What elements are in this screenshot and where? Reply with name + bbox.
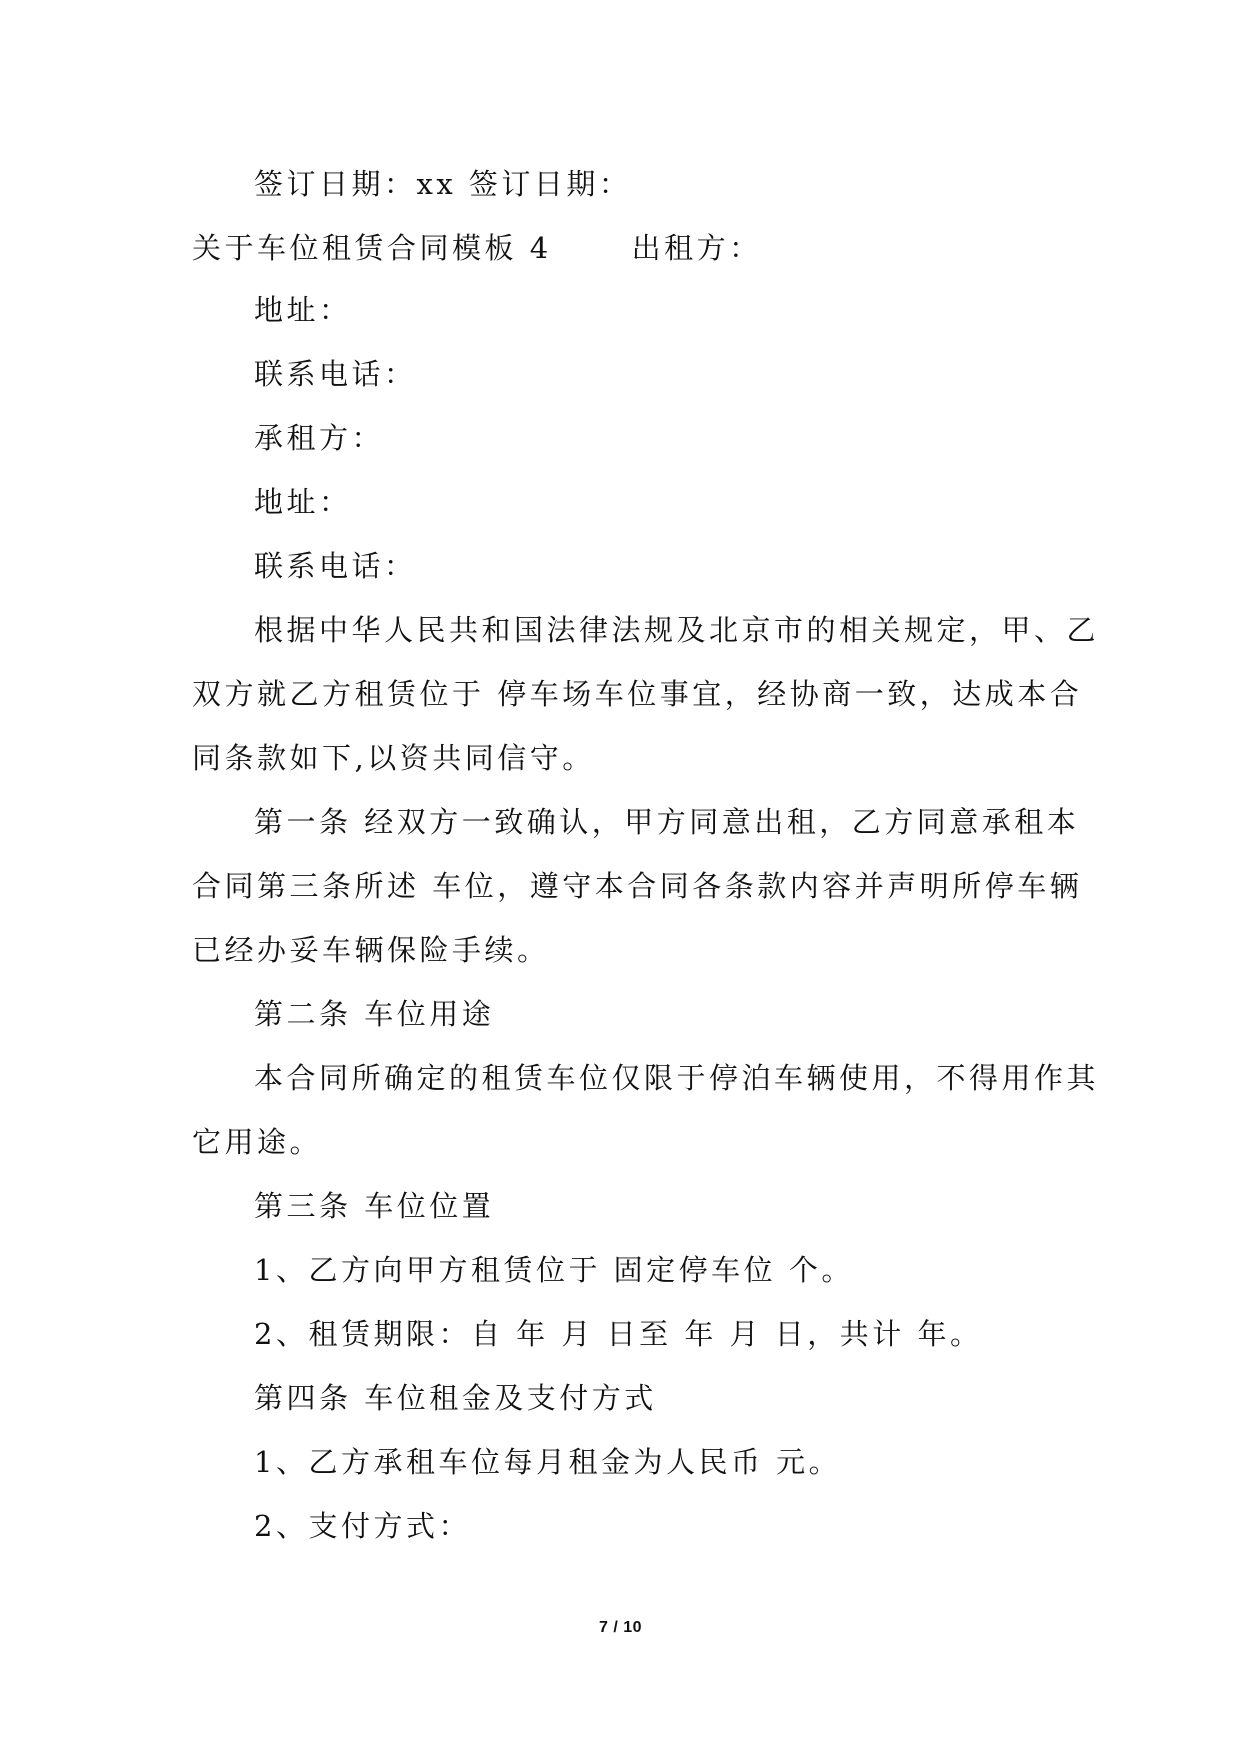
lessee-address-label: 地址： — [254, 485, 352, 519]
article-4-item-1: 1、乙方承租车位每月租金为人民币 元。 — [254, 1445, 842, 1479]
preamble-line-2: 双方就乙方租赁位于 停车场车位事宜，经协商一致，达成本合 — [192, 677, 1083, 711]
article-1-line-3: 已经办妥车辆保险手续。 — [192, 933, 550, 967]
preamble-line-1: 根据中华人民共和国法律法规及北京市的相关规定，甲、乙 — [254, 613, 1100, 647]
lessor-address-label: 地址： — [254, 293, 352, 327]
lessee-phone-label: 联系电话： — [254, 549, 417, 583]
article-3-heading: 第三条 车位位置 — [254, 1189, 495, 1223]
article-3-item-2: 2、租赁期限：自 年 月 日至 年 月 日，共计 年。 — [254, 1317, 983, 1351]
signing-date-line: 签订日期：xx 签订日期： — [254, 167, 632, 201]
article-4-heading: 第四条 车位租金及支付方式 — [254, 1381, 657, 1415]
preamble-line-3: 同条款如下,以资共同信守。 — [192, 741, 595, 775]
lessor-phone-label: 联系电话： — [254, 357, 417, 391]
page-number: 7 / 10 — [598, 1619, 643, 1636]
article-2-heading: 第二条 车位用途 — [254, 997, 495, 1031]
article-3-item-1: 1、乙方向甲方租赁位于 固定停车位 个。 — [254, 1253, 854, 1287]
article-2-line-2: 它用途。 — [192, 1125, 323, 1159]
article-2-line-1: 本合同所确定的租赁车位仅限于停泊车辆使用，不得用作其 — [254, 1061, 1100, 1095]
article-1-line-1: 第一条 经双方一致确认，甲方同意出租，乙方同意承租本 — [254, 805, 1080, 839]
contract-title: 关于车位租赁合同模板 4 — [192, 231, 552, 265]
article-4-item-2: 2、支付方式： — [254, 1509, 471, 1543]
contract-title-line — [192, 231, 762, 265]
article-1-line-2: 合同第三条所述 车位，遵守本合同各条款内容并声明所停车辆 — [192, 869, 1083, 903]
lessor-label: 出租方： — [631, 231, 762, 265]
lessee-label: 承租方： — [254, 421, 385, 455]
